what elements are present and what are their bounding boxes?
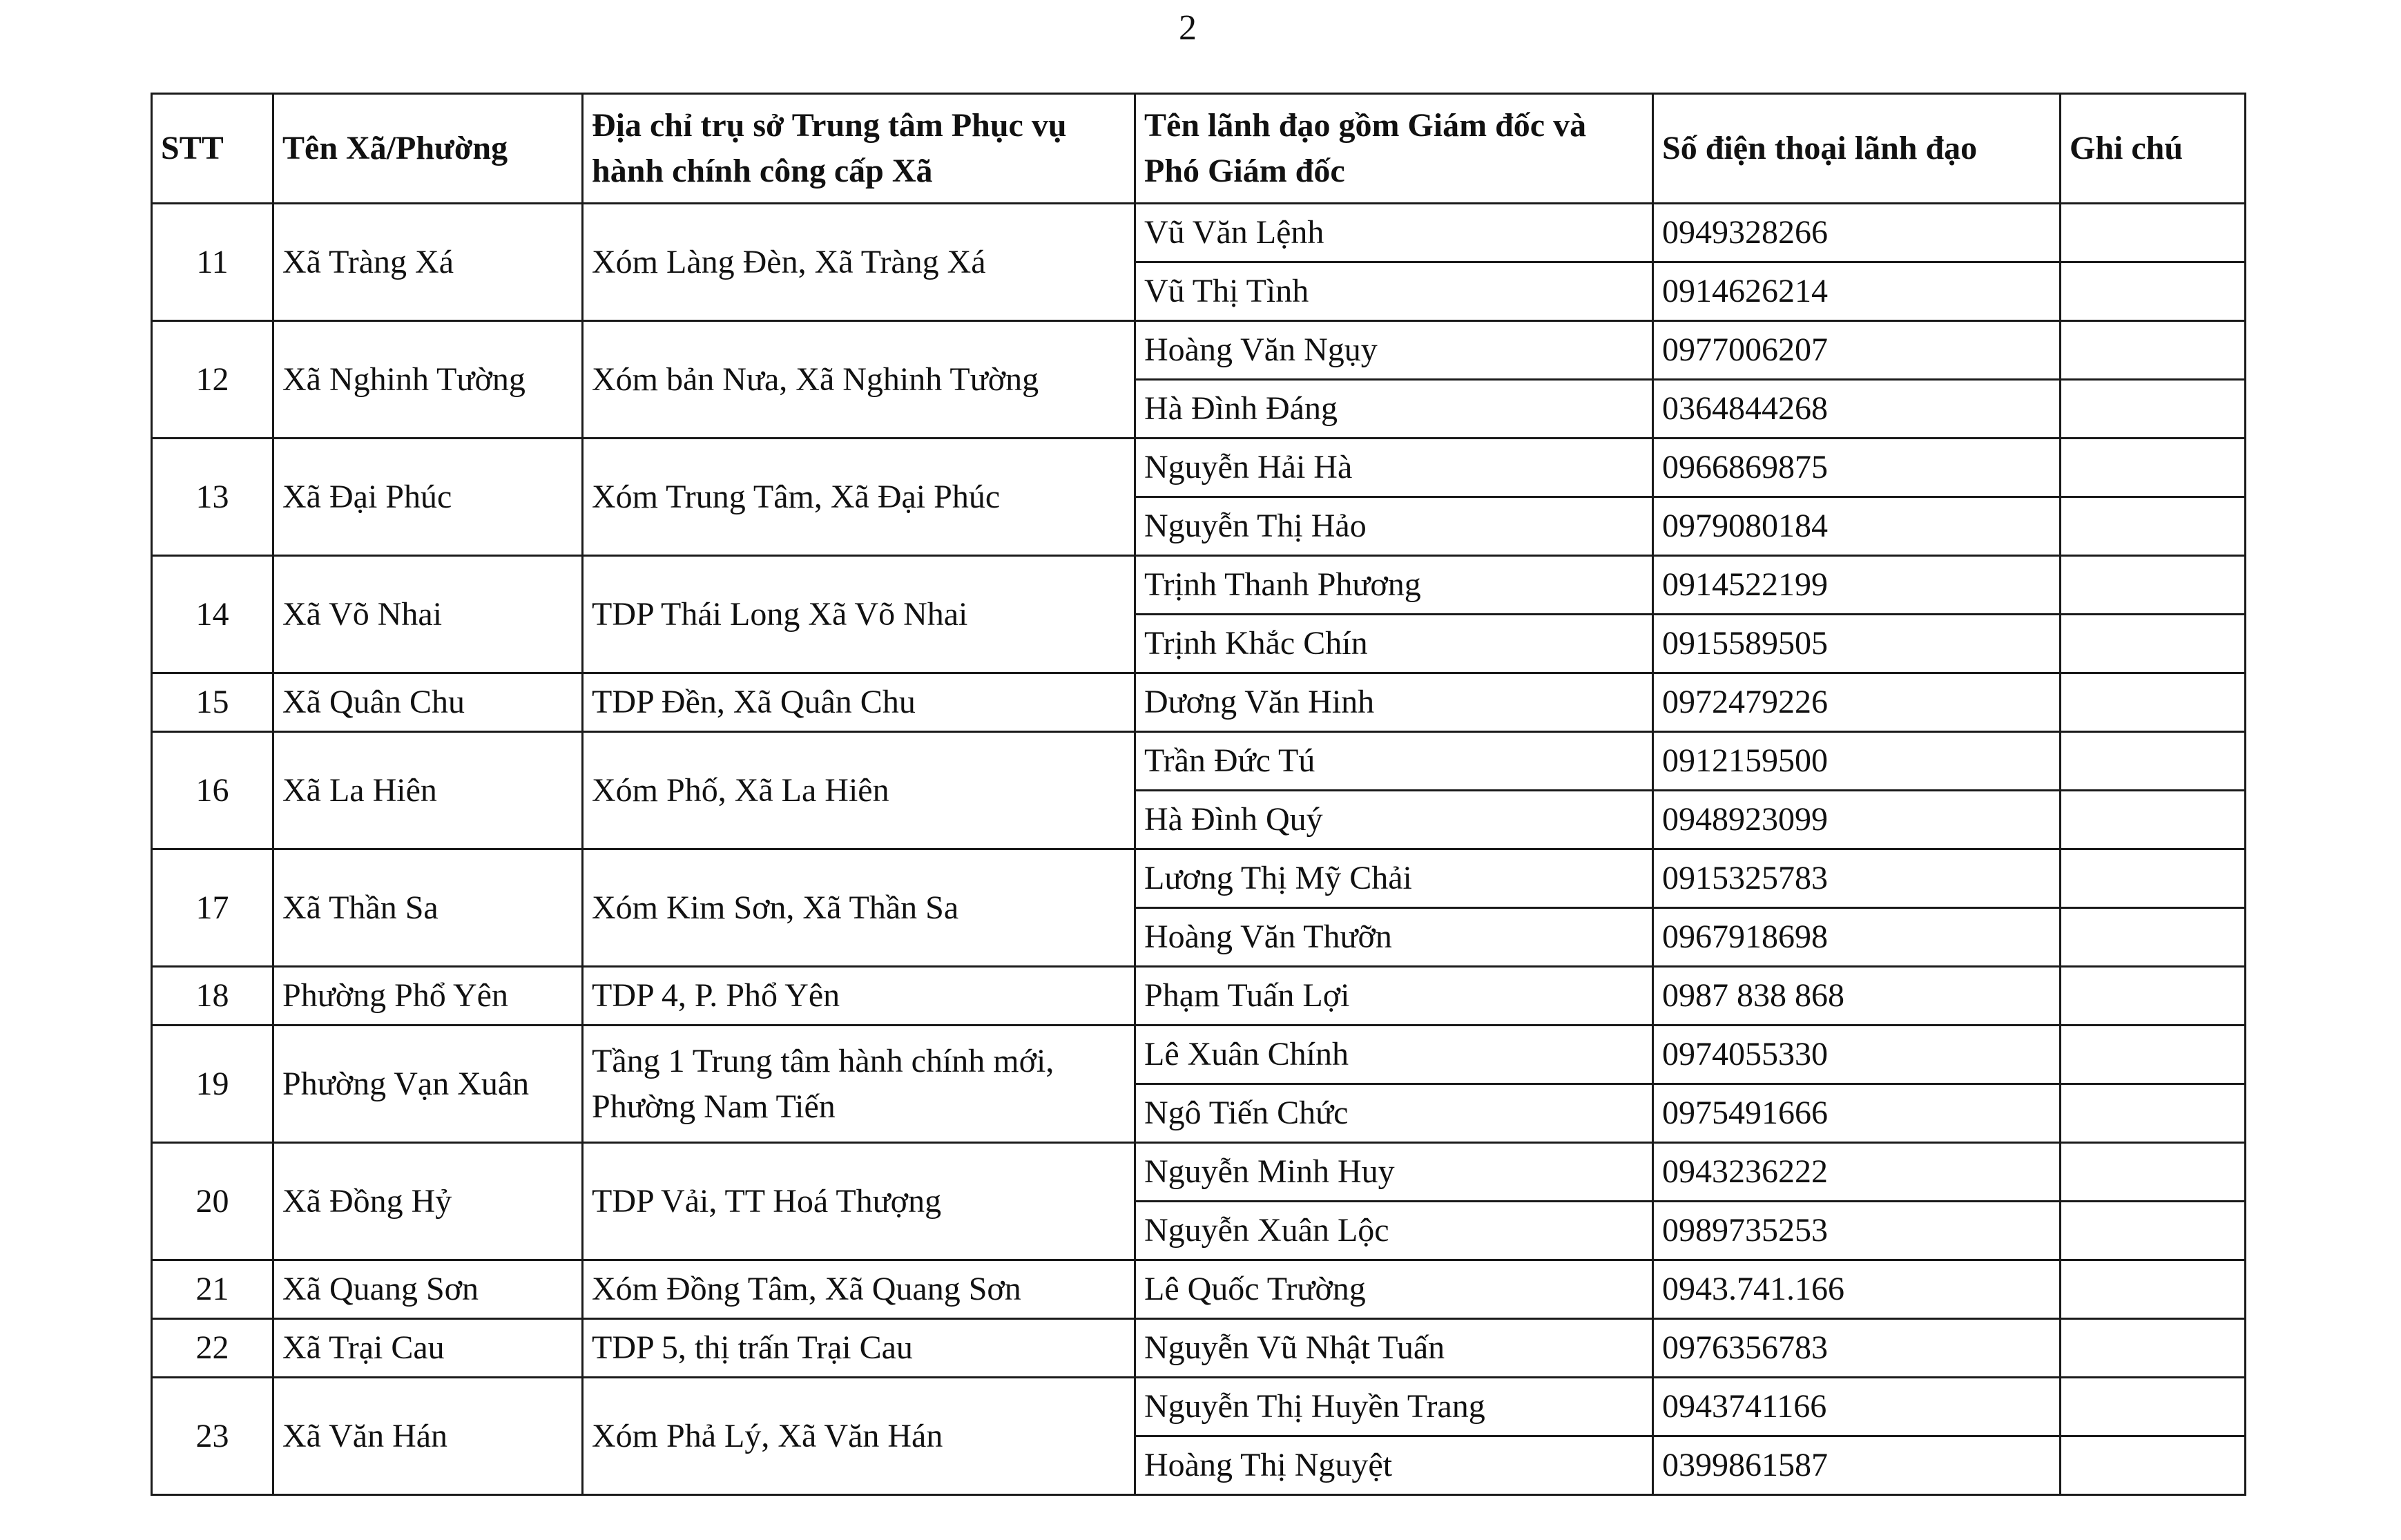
leader-phone-cell: 0966869875	[1653, 439, 2061, 497]
leader-phone-cell: 0989735253	[1653, 1202, 2061, 1260]
stt-cell: 22	[152, 1319, 273, 1378]
leader-name-cell: Nguyễn Vũ Nhật Tuấn	[1135, 1319, 1653, 1378]
note-cell	[2061, 1436, 2246, 1495]
header-address: Địa chỉ trụ sở Trung tâm Phục vụ hành chính công cấp Xã	[583, 94, 1135, 204]
address-cell: Xóm Kim Sơn, Xã Thần Sa	[583, 849, 1135, 967]
note-cell	[2061, 1378, 2246, 1436]
note-cell	[2061, 908, 2246, 967]
header-note: Ghi chú	[2061, 94, 2246, 204]
leader-phone-cell: 0914522199	[1653, 556, 2061, 615]
note-cell	[2061, 439, 2246, 497]
leader-name-cell: Trịnh Thanh Phương	[1135, 556, 1653, 615]
leader-name-cell: Hà Đình Quý	[1135, 791, 1653, 849]
stt-cell: 17	[152, 849, 273, 967]
address-cell: Xóm Đồng Tâm, Xã Quang Sơn	[583, 1260, 1135, 1319]
leader-phone-cell: 0399861587	[1653, 1436, 2061, 1495]
header-commune: Tên Xã/Phường	[273, 94, 583, 204]
address-cell: Xóm bản Nưa, Xã Nghinh Tường	[583, 321, 1135, 439]
note-cell	[2061, 262, 2246, 321]
header-stt: STT	[152, 94, 273, 204]
leader-name-cell: Hà Đình Đáng	[1135, 380, 1653, 439]
commune-cell: Xã La Hiên	[273, 732, 583, 849]
leader-phone-cell: 0976356783	[1653, 1319, 2061, 1378]
leader-name-cell: Vũ Văn Lệnh	[1135, 204, 1653, 262]
leader-phone-cell: 0974055330	[1653, 1026, 2061, 1084]
table-row	[152, 556, 2246, 615]
note-cell	[2061, 497, 2246, 556]
leader-phone-cell: 0977006207	[1653, 321, 2061, 380]
address-cell: TDP 5, thị trấn Trại Cau	[583, 1319, 1135, 1378]
note-cell	[2061, 1026, 2246, 1084]
leader-name-cell: Nguyễn Thị Huyền Trang	[1135, 1378, 1653, 1436]
note-cell	[2061, 380, 2246, 439]
note-cell	[2061, 967, 2246, 1026]
leader-name-cell: Ngô Tiến Chức	[1135, 1084, 1653, 1143]
note-cell	[2061, 1084, 2246, 1143]
note-cell	[2061, 556, 2246, 615]
address-cell: Xóm Trung Tâm, Xã Đại Phúc	[583, 439, 1135, 556]
stt-cell: 21	[152, 1260, 273, 1319]
leader-phone-cell: 0912159500	[1653, 732, 2061, 791]
table-header-row	[152, 94, 2246, 204]
commune-cell: Xã Đồng Hỷ	[273, 1143, 583, 1260]
leader-phone-cell: 0987 838 868	[1653, 967, 2061, 1026]
note-cell	[2061, 204, 2246, 262]
leader-name-cell: Nguyễn Hải Hà	[1135, 439, 1653, 497]
note-cell	[2061, 1319, 2246, 1378]
note-cell	[2061, 1143, 2246, 1202]
header-phone: Số điện thoại lãnh đạo	[1653, 94, 2061, 204]
leader-name-cell: Nguyễn Xuân Lộc	[1135, 1202, 1653, 1260]
leader-name-cell: Hoàng Văn Ngụy	[1135, 321, 1653, 380]
table-row	[152, 1378, 2246, 1436]
leader-phone-cell: 0975491666	[1653, 1084, 2061, 1143]
note-cell	[2061, 732, 2246, 791]
leader-name-cell: Phạm Tuấn Lợi	[1135, 967, 1653, 1026]
address-cell: Tầng 1 Trung tâm hành chính mới, Phường Nam Tiến	[583, 1026, 1135, 1143]
leader-phone-cell: 0915589505	[1653, 615, 2061, 673]
leader-name-cell: Hoàng Văn Thưỡn	[1135, 908, 1653, 967]
leader-phone-cell: 0948923099	[1653, 791, 2061, 849]
address-cell: TDP Đền, Xã Quân Chu	[583, 673, 1135, 732]
leader-name-cell: Lương Thị Mỹ Chải	[1135, 849, 1653, 908]
leader-phone-cell: 0364844268	[1653, 380, 2061, 439]
table-row	[152, 849, 2246, 908]
commune-cell: Xã Quân Chu	[273, 673, 583, 732]
leader-phone-cell: 0967918698	[1653, 908, 2061, 967]
leader-name-cell: Hoàng Thị Nguyệt	[1135, 1436, 1653, 1495]
leader-name-cell: Nguyễn Thị Hảo	[1135, 497, 1653, 556]
table-row	[152, 1026, 2246, 1084]
leader-phone-cell: 0972479226	[1653, 673, 2061, 732]
leader-name-cell: Trần Đức Tú	[1135, 732, 1653, 791]
leader-phone-cell: 0943236222	[1653, 1143, 2061, 1202]
table-row	[152, 967, 2246, 1026]
commune-cell: Xã Trại Cau	[273, 1319, 583, 1378]
commune-cell: Xã Quang Sơn	[273, 1260, 583, 1319]
stt-cell: 23	[152, 1378, 273, 1495]
leader-name-cell: Dương Văn Hinh	[1135, 673, 1653, 732]
leader-name-cell: Lê Xuân Chính	[1135, 1026, 1653, 1084]
stt-cell: 14	[152, 556, 273, 673]
header-leaders: Tên lãnh đạo gồm Giám đốc và Phó Giám đốc	[1135, 94, 1653, 204]
stt-cell: 13	[152, 439, 273, 556]
leader-phone-cell: 0915325783	[1653, 849, 2061, 908]
stt-cell: 19	[152, 1026, 273, 1143]
commune-cell: Xã Tràng Xá	[273, 204, 583, 321]
commune-cell: Xã Thần Sa	[273, 849, 583, 967]
leader-name-cell: Vũ Thị Tình	[1135, 262, 1653, 321]
stt-cell: 18	[152, 967, 273, 1026]
address-cell: TDP 4, P. Phổ Yên	[583, 967, 1135, 1026]
leader-phone-cell: 0949328266	[1653, 204, 2061, 262]
commune-cell: Xã Đại Phúc	[273, 439, 583, 556]
table-row	[152, 1143, 2246, 1202]
note-cell	[2061, 1260, 2246, 1319]
table-row	[152, 1319, 2246, 1378]
table-row	[152, 321, 2246, 380]
leaders-table	[151, 93, 2246, 1496]
address-cell: Xóm Làng Đèn, Xã Tràng Xá	[583, 204, 1135, 321]
leader-name-cell: Nguyễn Minh Huy	[1135, 1143, 1653, 1202]
commune-cell: Phường Vạn Xuân	[273, 1026, 583, 1143]
commune-cell: Phường Phổ Yên	[273, 967, 583, 1026]
table-row	[152, 439, 2246, 497]
table-body	[152, 204, 2246, 1495]
page-number: 2	[1179, 8, 1197, 48]
leader-phone-cell: 0979080184	[1653, 497, 2061, 556]
commune-cell: Xã Nghinh Tường	[273, 321, 583, 439]
leader-name-cell: Lê Quốc Trường	[1135, 1260, 1653, 1319]
stt-cell: 11	[152, 204, 273, 321]
commune-cell: Xã Văn Hán	[273, 1378, 583, 1495]
address-cell: TDP Thái Long Xã Võ Nhai	[583, 556, 1135, 673]
leader-name-cell: Trịnh Khắc Chín	[1135, 615, 1653, 673]
address-cell: Xóm Phả Lý, Xã Văn Hán	[583, 1378, 1135, 1495]
note-cell	[2061, 849, 2246, 908]
note-cell	[2061, 791, 2246, 849]
note-cell	[2061, 673, 2246, 732]
table-row	[152, 204, 2246, 262]
stt-cell: 15	[152, 673, 273, 732]
address-cell: TDP Vải, TT Hoá Thượng	[583, 1143, 1135, 1260]
stt-cell: 12	[152, 321, 273, 439]
stt-cell: 16	[152, 732, 273, 849]
note-cell	[2061, 321, 2246, 380]
note-cell	[2061, 615, 2246, 673]
table-row	[152, 732, 2246, 791]
address-cell: Xóm Phố, Xã La Hiên	[583, 732, 1135, 849]
table-row	[152, 1260, 2246, 1319]
leader-phone-cell: 0943.741.166	[1653, 1260, 2061, 1319]
leader-phone-cell: 0943741166	[1653, 1378, 2061, 1436]
stt-cell: 20	[152, 1143, 273, 1260]
note-cell	[2061, 1202, 2246, 1260]
commune-cell: Xã Võ Nhai	[273, 556, 583, 673]
leader-phone-cell: 0914626214	[1653, 262, 2061, 321]
table-row	[152, 673, 2246, 732]
